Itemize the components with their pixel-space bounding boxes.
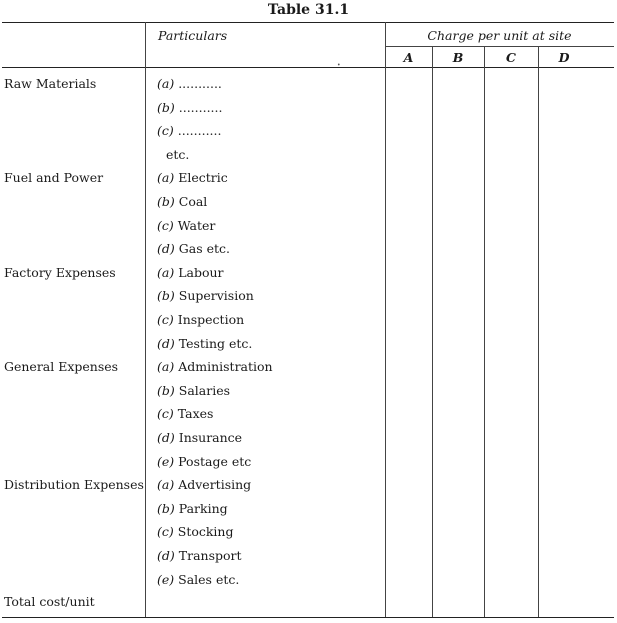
table-row xyxy=(0,76,385,100)
item-text: Parking xyxy=(178,500,228,516)
item-text: Coal xyxy=(178,194,208,209)
row-item xyxy=(157,76,222,91)
row-item xyxy=(157,123,221,138)
item-marker: (a) xyxy=(157,477,175,493)
row-item xyxy=(157,572,239,587)
site-c-divider xyxy=(484,46,485,617)
table-row xyxy=(0,170,385,194)
table-row xyxy=(0,312,385,336)
item-text: Testing etc. xyxy=(178,335,253,351)
row-item xyxy=(157,548,242,563)
row-item xyxy=(157,383,230,398)
item-text: ........... xyxy=(178,76,222,91)
item-marker: (d) xyxy=(157,335,175,351)
table-row xyxy=(0,123,385,147)
table-row xyxy=(0,501,385,525)
table-row xyxy=(0,336,385,360)
row-item xyxy=(157,265,224,280)
item-text: Taxes xyxy=(177,406,214,422)
item-text: Electric xyxy=(178,170,228,186)
item-marker: (d) xyxy=(157,241,175,257)
row-item xyxy=(157,100,222,115)
table-row xyxy=(0,359,385,383)
table-row xyxy=(0,194,385,218)
table-row xyxy=(0,548,385,572)
row-item xyxy=(157,336,252,351)
row-item xyxy=(157,477,251,492)
item-marker: (b) xyxy=(157,500,175,516)
row-category: Total cost/unit xyxy=(4,594,95,610)
item-marker: (e) xyxy=(157,453,175,469)
item-text: Insurance xyxy=(178,430,243,445)
item-marker: (a) xyxy=(157,76,175,91)
row-item xyxy=(157,359,273,374)
item-marker: (b) xyxy=(157,194,175,209)
row-item xyxy=(157,218,215,233)
row-item xyxy=(157,241,230,256)
row-item xyxy=(157,524,234,539)
table-row xyxy=(0,383,385,407)
table-row xyxy=(0,524,385,548)
speck: • xyxy=(337,62,341,69)
item-text: etc. xyxy=(166,146,190,162)
item-marker: (c) xyxy=(157,217,174,233)
row-item xyxy=(157,501,228,516)
item-text: Labour xyxy=(178,264,224,280)
item-marker: (b) xyxy=(157,288,175,304)
item-marker: (c) xyxy=(157,406,174,422)
table-title: Table 31.1 xyxy=(267,2,350,18)
row-category: General Expenses xyxy=(4,359,119,375)
header-bottom-rule xyxy=(2,67,614,68)
row-item xyxy=(166,147,189,162)
top-rule xyxy=(2,22,614,23)
site-header-b: B xyxy=(452,50,464,65)
site-header-a: A xyxy=(403,50,414,65)
item-marker: (d) xyxy=(157,548,175,563)
table-row xyxy=(0,100,385,124)
table-row xyxy=(0,572,385,596)
item-text: Sales etc. xyxy=(178,571,240,587)
row-item xyxy=(157,194,207,209)
site-b-divider xyxy=(432,46,433,617)
particulars-header: Particulars xyxy=(158,28,228,43)
table-row xyxy=(0,406,385,430)
site-a-divider xyxy=(385,22,386,617)
item-text: Administration xyxy=(178,359,273,375)
charge-per-unit-header: Charge per unit at site xyxy=(427,28,572,43)
row-category: Fuel and Power xyxy=(4,170,104,186)
row-category: Factory Expenses xyxy=(4,264,116,280)
item-marker: (e) xyxy=(157,571,175,587)
item-text: Stocking xyxy=(177,524,234,540)
item-marker: (b) xyxy=(157,99,175,115)
item-marker: (c) xyxy=(157,123,174,139)
item-text: ........... xyxy=(177,123,222,139)
table-row xyxy=(0,218,385,242)
row-category: Raw Materials xyxy=(4,76,97,91)
site-header-rule xyxy=(385,46,614,47)
item-text: Postage etc xyxy=(178,453,252,469)
row-item xyxy=(157,312,244,327)
site-header-c: C xyxy=(506,50,516,65)
table-row xyxy=(0,147,385,171)
site-header-d: D xyxy=(558,50,570,65)
row-item xyxy=(157,406,213,421)
row-category: Distribution Expenses xyxy=(4,477,144,493)
table-row xyxy=(0,265,385,289)
row-item xyxy=(157,170,228,185)
row-item xyxy=(157,454,251,469)
item-text: Water xyxy=(177,217,216,233)
item-text: ........... xyxy=(178,99,223,115)
item-marker: (c) xyxy=(157,312,174,327)
item-text: Salaries xyxy=(178,382,231,398)
row-item xyxy=(157,430,242,445)
item-marker: (a) xyxy=(157,264,175,280)
item-text: Inspection xyxy=(177,312,245,327)
table-row xyxy=(0,241,385,265)
table-row xyxy=(0,430,385,454)
table-row xyxy=(0,454,385,478)
item-marker: (a) xyxy=(157,359,175,375)
row-item xyxy=(157,288,254,303)
item-text: Transport xyxy=(178,548,242,563)
item-marker: (c) xyxy=(157,524,174,540)
item-text: Supervision xyxy=(178,288,254,304)
table-row xyxy=(0,477,385,501)
item-marker: (d) xyxy=(157,430,175,445)
table-row xyxy=(0,288,385,312)
item-marker: (b) xyxy=(157,382,175,398)
site-d-divider xyxy=(538,46,539,617)
table-row xyxy=(0,595,385,619)
item-text: Advertising xyxy=(178,477,252,493)
item-marker: (a) xyxy=(157,170,175,186)
item-text: Gas etc. xyxy=(178,241,230,257)
